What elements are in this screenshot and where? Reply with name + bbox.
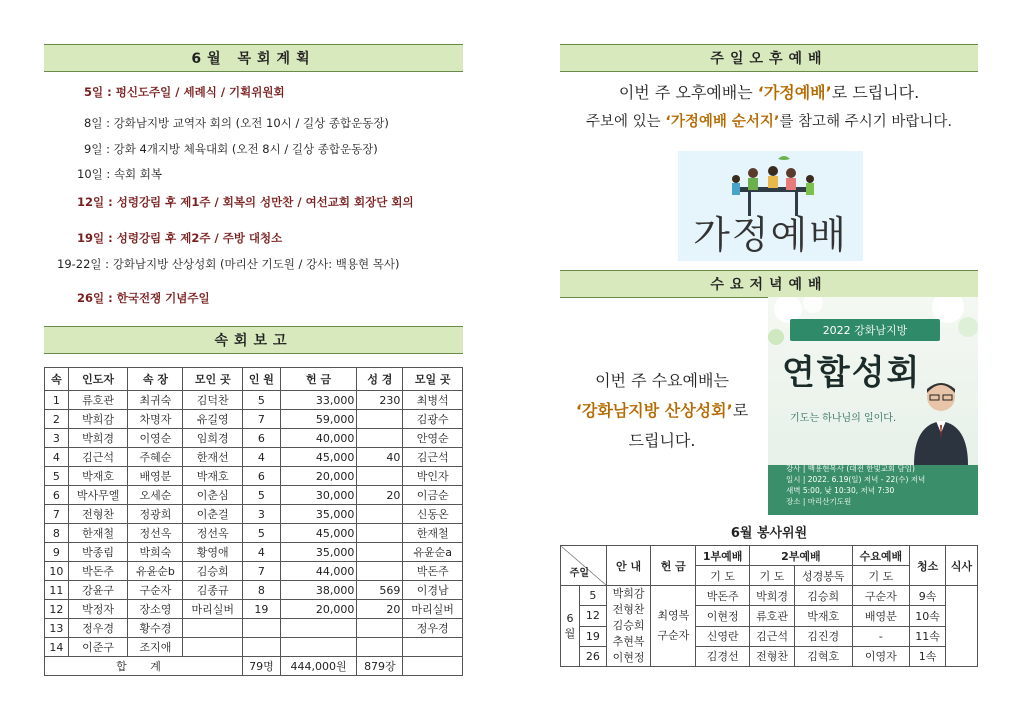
header-guide: 안 내 bbox=[606, 546, 651, 586]
schedule-separator: : bbox=[103, 85, 116, 99]
report-cell: 김덕찬 bbox=[183, 391, 243, 410]
report-cell: 38,000 bbox=[280, 581, 357, 600]
wed-prayer: - bbox=[852, 626, 910, 646]
report-cell: 30,000 bbox=[280, 486, 357, 505]
report-cell: 7 bbox=[243, 562, 281, 581]
report-cell bbox=[357, 429, 403, 448]
report-row bbox=[45, 619, 463, 638]
report-cell: 황영애 bbox=[183, 543, 243, 562]
header-svc1-pray: 기 도 bbox=[696, 566, 750, 586]
revival-poster bbox=[768, 297, 978, 515]
report-cell: 이춘심 bbox=[183, 486, 243, 505]
speaker-portrait bbox=[910, 375, 972, 465]
report-cell: 이춘걸 bbox=[183, 505, 243, 524]
report-cell: 박돈주 bbox=[403, 562, 463, 581]
svc2-prayer: 전형찬 bbox=[750, 646, 795, 666]
cleaning: 1속 bbox=[910, 646, 946, 666]
report-cell: 정광희 bbox=[128, 505, 183, 524]
report-cell: 59,000 bbox=[280, 410, 357, 429]
report-row bbox=[45, 524, 463, 543]
svc2-prayer: 박희경 bbox=[750, 586, 795, 606]
report-cell: 5 bbox=[45, 467, 69, 486]
svc2-prayer: 김근석 bbox=[750, 626, 795, 646]
plan-title: 6월 목회계획 bbox=[44, 44, 463, 72]
svc1-prayer: 김경선 bbox=[696, 646, 750, 666]
report-cell: 김종규 bbox=[183, 581, 243, 600]
schedule-separator: : bbox=[102, 116, 114, 130]
report-cell: 박정자 bbox=[68, 600, 128, 619]
wed-line2 bbox=[556, 398, 768, 421]
header-svc2-pray: 기 도 bbox=[750, 566, 795, 586]
report-cell: 전형찬 bbox=[68, 505, 128, 524]
report-cell: 정선옥 bbox=[128, 524, 183, 543]
volunteer-table bbox=[560, 545, 978, 667]
schedule-text: 성령강림 후 제2주 / 주방 대청소 bbox=[116, 231, 283, 245]
report-cell: 20 bbox=[357, 486, 403, 505]
header-wed-pray: 기 도 bbox=[852, 566, 910, 586]
header-meal: 식사 bbox=[946, 546, 978, 586]
total-bible: 879장 bbox=[357, 657, 403, 676]
header-offering: 헌 금 bbox=[651, 546, 696, 586]
svc2-bible-reading: 박재호 bbox=[794, 606, 852, 626]
total-offering: 444,000원 bbox=[280, 657, 357, 676]
guide-name: 추현복 bbox=[612, 635, 645, 648]
header-svc2-read: 성경봉독 bbox=[794, 566, 852, 586]
wed-line2-quote: ‘강화남지방 산상성회’ bbox=[575, 401, 733, 420]
report-header-cell: 모일 곳 bbox=[403, 368, 463, 391]
report-cell: 박희숙 bbox=[128, 543, 183, 562]
report-cell: 8 bbox=[243, 581, 281, 600]
schedule-date: 12일 bbox=[77, 195, 105, 209]
volunteer-title: 6월 봉사위원 bbox=[730, 526, 808, 541]
svc2-prayer: 류호관 bbox=[750, 606, 795, 626]
report-cell: 4 bbox=[243, 448, 281, 467]
report-cell: 3 bbox=[45, 429, 69, 448]
report-row bbox=[45, 581, 463, 600]
header-svc1: 1부예배 bbox=[696, 546, 750, 566]
report-cell: 40,000 bbox=[280, 429, 357, 448]
total-label: 합 계 bbox=[45, 657, 243, 676]
volunteer-day: 5 bbox=[580, 586, 607, 606]
report-cell: 김근석 bbox=[68, 448, 128, 467]
report-cell: 5 bbox=[243, 524, 281, 543]
report-cell: 230 bbox=[357, 391, 403, 410]
report-cell bbox=[357, 505, 403, 524]
offering-names bbox=[651, 586, 696, 667]
guide-name: 김승희 bbox=[612, 619, 645, 632]
report-cell: 이영순 bbox=[128, 429, 183, 448]
report-cell: 김승희 bbox=[183, 562, 243, 581]
report-cell: 7 bbox=[243, 410, 281, 429]
meal bbox=[946, 586, 978, 667]
volunteer-day: 19 bbox=[580, 626, 607, 646]
report-cell: 7 bbox=[45, 505, 69, 524]
total-empty bbox=[403, 657, 463, 676]
report-cell: 9 bbox=[45, 543, 69, 562]
report-header-cell: 인도자 bbox=[68, 368, 128, 391]
report-cell: 12 bbox=[45, 600, 69, 619]
report-row bbox=[45, 448, 463, 467]
report-row bbox=[45, 562, 463, 581]
report-cell bbox=[183, 638, 243, 657]
report-row bbox=[45, 505, 463, 524]
schedule-separator: : bbox=[102, 142, 114, 156]
schedule-item bbox=[84, 84, 285, 100]
report-cell: 박돈주 bbox=[68, 562, 128, 581]
poster-info-times: 새벽 5:00, 낮 10:30, 저녁 7:30 bbox=[786, 486, 895, 495]
schedule-separator: : bbox=[104, 195, 117, 209]
poster-main-title: 연합성회 bbox=[782, 353, 922, 393]
report-header-cell: 헌 금 bbox=[280, 368, 357, 391]
volunteer-row bbox=[561, 586, 978, 606]
report-cell: 이준구 bbox=[68, 638, 128, 657]
report-cell: 5 bbox=[243, 486, 281, 505]
report-cell: 14 bbox=[45, 638, 69, 657]
afternoon-line2-pre: 주보에 있는 bbox=[586, 114, 666, 130]
report-table bbox=[44, 367, 463, 676]
schedule-item bbox=[77, 230, 282, 246]
schedule-separator: : bbox=[101, 257, 113, 271]
report-header-cell: 성 경 bbox=[357, 368, 403, 391]
report-cell: 569 bbox=[357, 581, 403, 600]
report-cell: 구순자 bbox=[128, 581, 183, 600]
report-cell: 20 bbox=[357, 600, 403, 619]
guide-names bbox=[606, 586, 651, 667]
report-cell: 6 bbox=[45, 486, 69, 505]
schedule-item bbox=[77, 194, 414, 210]
report-cell: 유윤순b bbox=[128, 562, 183, 581]
schedule-list bbox=[44, 84, 464, 314]
schedule-text: 속회 회복 bbox=[113, 167, 163, 181]
report-cell: 주혜순 bbox=[128, 448, 183, 467]
header-clean: 청소 bbox=[910, 546, 946, 586]
report-cell: 33,000 bbox=[280, 391, 357, 410]
report-cell: 강윤구 bbox=[68, 581, 128, 600]
report-cell: 2 bbox=[45, 410, 69, 429]
header-wed: 수요예배 bbox=[852, 546, 910, 566]
svc1-prayer: 신영란 bbox=[696, 626, 750, 646]
guide-name: 박희감 bbox=[612, 587, 645, 600]
report-cell: 박사무엘 bbox=[68, 486, 128, 505]
report-row bbox=[45, 638, 463, 657]
report-cell bbox=[357, 467, 403, 486]
report-cell: 최귀숙 bbox=[128, 391, 183, 410]
schedule-item bbox=[77, 290, 210, 306]
poster-badge: 2022 강화남지방 bbox=[790, 319, 940, 341]
schedule-item bbox=[84, 115, 389, 131]
report-cell: 오세순 bbox=[128, 486, 183, 505]
report-cell bbox=[403, 638, 463, 657]
report-cell: 19 bbox=[243, 600, 281, 619]
poster-info-speaker: 강사 | 백용현목사 (대전 한빛교회 담임) bbox=[786, 464, 915, 473]
report-cell: 이금순 bbox=[403, 486, 463, 505]
schedule-date: 26일 bbox=[77, 291, 105, 305]
report-cell: 장소영 bbox=[128, 600, 183, 619]
month-label: 6월 bbox=[561, 586, 580, 667]
report-cell: 유윤순a bbox=[403, 543, 463, 562]
cleaning: 9속 bbox=[910, 586, 946, 606]
report-cell: 이경남 bbox=[403, 581, 463, 600]
report-header-cell: 인 원 bbox=[243, 368, 281, 391]
schedule-text: 성령강림 후 제1주 / 회복의 성만찬 / 여선교회 회장단 회의 bbox=[116, 195, 414, 209]
wed-prayer: 구순자 bbox=[852, 586, 910, 606]
report-cell bbox=[357, 410, 403, 429]
report-header-cell: 속 장 bbox=[128, 368, 183, 391]
family-image-caption: 가정예배 bbox=[693, 213, 848, 257]
report-cell: 배영분 bbox=[128, 467, 183, 486]
svc1-prayer: 박돈주 bbox=[696, 586, 750, 606]
report-row bbox=[45, 486, 463, 505]
report-cell: 40 bbox=[357, 448, 403, 467]
report-cell: 유길영 bbox=[183, 410, 243, 429]
report-cell bbox=[357, 543, 403, 562]
poster-subtitle: 기도는 하나님의 일이다. bbox=[790, 413, 897, 424]
report-cell bbox=[243, 619, 281, 638]
report-cell: 45,000 bbox=[280, 448, 357, 467]
report-cell: 45,000 bbox=[280, 524, 357, 543]
report-cell: 김광수 bbox=[403, 410, 463, 429]
cleaning: 11속 bbox=[910, 626, 946, 646]
volunteer-day: 12 bbox=[580, 606, 607, 626]
afternoon-line1-post: 로 드립니다. bbox=[831, 83, 920, 102]
poster-info-date: 일시 | 2022. 6.19(일) 저녁 - 22(수) 저녁 bbox=[786, 475, 926, 484]
report-cell: 8 bbox=[45, 524, 69, 543]
schedule-date: 5일 bbox=[84, 85, 104, 99]
header-week: 주일 bbox=[561, 546, 607, 586]
header-svc2: 2부예배 bbox=[750, 546, 852, 566]
guide-name: 전형찬 bbox=[612, 603, 645, 616]
schedule-text: 강화남지방 산상성회 (마리산 기도원 / 강사: 백용현 목사) bbox=[112, 257, 400, 271]
schedule-separator: : bbox=[102, 167, 114, 181]
wed-prayer: 이영자 bbox=[852, 646, 910, 666]
afternoon-title: 주일오후예배 bbox=[560, 44, 978, 72]
report-cell: 황수경 bbox=[128, 619, 183, 638]
schedule-text: 강화 4개지방 체육대회 (오전 8시 / 길상 종합운동장) bbox=[113, 142, 378, 156]
schedule-date: 9일 bbox=[84, 142, 103, 156]
wed-prayer: 배영분 bbox=[852, 606, 910, 626]
report-cell: 최병석 bbox=[403, 391, 463, 410]
wed-line3: 드립니다. bbox=[628, 431, 696, 450]
report-cell: 박종림 bbox=[68, 543, 128, 562]
afternoon-line2 bbox=[556, 110, 982, 131]
report-cell: 1 bbox=[45, 391, 69, 410]
report-row bbox=[45, 467, 463, 486]
report-title: 속회보고 bbox=[44, 326, 463, 354]
report-cell: 마리실버 bbox=[403, 600, 463, 619]
wed-line1: 이번 주 수요예배는 bbox=[595, 371, 729, 390]
schedule-date: 8일 bbox=[84, 116, 103, 130]
volunteer-day: 26 bbox=[580, 646, 607, 666]
schedule-item bbox=[57, 256, 399, 272]
report-cell: 10 bbox=[45, 562, 69, 581]
report-row bbox=[45, 391, 463, 410]
svc1-prayer: 이현정 bbox=[696, 606, 750, 626]
svc2-bible-reading: 김진경 bbox=[794, 626, 852, 646]
report-row bbox=[45, 410, 463, 429]
report-cell: 13 bbox=[45, 619, 69, 638]
afternoon-line1-pre: 이번 주 오후예배는 bbox=[618, 83, 758, 102]
guide-name: 이현정 bbox=[612, 651, 645, 664]
report-cell: 11 bbox=[45, 581, 69, 600]
report-cell: 박인자 bbox=[403, 467, 463, 486]
schedule-date: 19-22일 bbox=[57, 257, 102, 271]
report-total-row bbox=[45, 657, 463, 676]
schedule-item bbox=[84, 141, 378, 157]
report-cell bbox=[357, 524, 403, 543]
report-cell: 20,000 bbox=[280, 467, 357, 486]
report-cell: 박재호 bbox=[68, 467, 128, 486]
poster-info bbox=[786, 463, 925, 507]
report-cell: 신동온 bbox=[403, 505, 463, 524]
total-people: 79명 bbox=[243, 657, 281, 676]
report-cell: 5 bbox=[243, 391, 281, 410]
svc2-bible-reading: 김승희 bbox=[794, 586, 852, 606]
report-cell bbox=[357, 619, 403, 638]
schedule-text: 한국전쟁 기념주일 bbox=[116, 291, 210, 305]
report-cell: 35,000 bbox=[280, 505, 357, 524]
schedule-date: 10일 bbox=[77, 167, 103, 181]
report-cell: 6 bbox=[243, 429, 281, 448]
report-cell bbox=[243, 638, 281, 657]
report-row bbox=[45, 429, 463, 448]
report-cell: 조지애 bbox=[128, 638, 183, 657]
afternoon-line1-quote: ‘가정예배’ bbox=[757, 83, 832, 102]
report-cell: 한재선 bbox=[183, 448, 243, 467]
family-worship-image bbox=[678, 151, 863, 261]
poster-info-place: 장소 | 마리산기도원 bbox=[786, 497, 852, 506]
offering-name: 구순자 bbox=[657, 629, 690, 642]
report-cell bbox=[280, 619, 357, 638]
report-cell: 20,000 bbox=[280, 600, 357, 619]
report-row bbox=[45, 543, 463, 562]
wed-line2-post: 로 bbox=[732, 401, 749, 420]
report-cell: 박희감 bbox=[68, 410, 128, 429]
report-cell: 정우경 bbox=[403, 619, 463, 638]
report-cell bbox=[357, 562, 403, 581]
report-cell bbox=[183, 619, 243, 638]
report-cell: 박희경 bbox=[68, 429, 128, 448]
report-header-cell: 속 bbox=[45, 368, 69, 391]
report-cell: 44,000 bbox=[280, 562, 357, 581]
report-cell: 박재호 bbox=[183, 467, 243, 486]
afternoon-line1 bbox=[560, 80, 978, 103]
schedule-separator: : bbox=[104, 231, 117, 245]
cleaning: 10속 bbox=[910, 606, 946, 626]
wednesday-title: 수요저녁예배 bbox=[560, 270, 978, 298]
report-cell bbox=[357, 638, 403, 657]
schedule-item bbox=[77, 166, 162, 182]
report-cell: 정선옥 bbox=[183, 524, 243, 543]
svc2-bible-reading: 김혁호 bbox=[794, 646, 852, 666]
report-row bbox=[45, 600, 463, 619]
report-cell: 정우경 bbox=[68, 619, 128, 638]
afternoon-line2-post: 를 참고해 주시기 바랍니다. bbox=[779, 114, 952, 130]
report-cell: 임희경 bbox=[183, 429, 243, 448]
report-cell: 차명자 bbox=[128, 410, 183, 429]
report-cell: 마리실버 bbox=[183, 600, 243, 619]
schedule-text: 강화남지방 교역자 회의 (오전 10시 / 길상 종합운동장) bbox=[113, 116, 389, 130]
report-cell: 6 bbox=[243, 467, 281, 486]
report-cell: 35,000 bbox=[280, 543, 357, 562]
report-cell: 안영순 bbox=[403, 429, 463, 448]
report-cell: 류호관 bbox=[68, 391, 128, 410]
report-cell: 3 bbox=[243, 505, 281, 524]
report-cell bbox=[280, 638, 357, 657]
report-cell: 한재철 bbox=[68, 524, 128, 543]
report-cell: 김근석 bbox=[403, 448, 463, 467]
report-header-cell: 모인 곳 bbox=[183, 368, 243, 391]
schedule-separator: : bbox=[104, 291, 117, 305]
schedule-text: 펑신도주일 / 세례식 / 기획위원회 bbox=[115, 85, 285, 99]
afternoon-line2-quote: ‘가정예배 순서지’ bbox=[665, 114, 780, 130]
report-cell: 4 bbox=[243, 543, 281, 562]
report-cell: 4 bbox=[45, 448, 69, 467]
offering-name: 최영복 bbox=[657, 609, 690, 622]
schedule-date: 19일 bbox=[77, 231, 105, 245]
report-cell: 한재철 bbox=[403, 524, 463, 543]
